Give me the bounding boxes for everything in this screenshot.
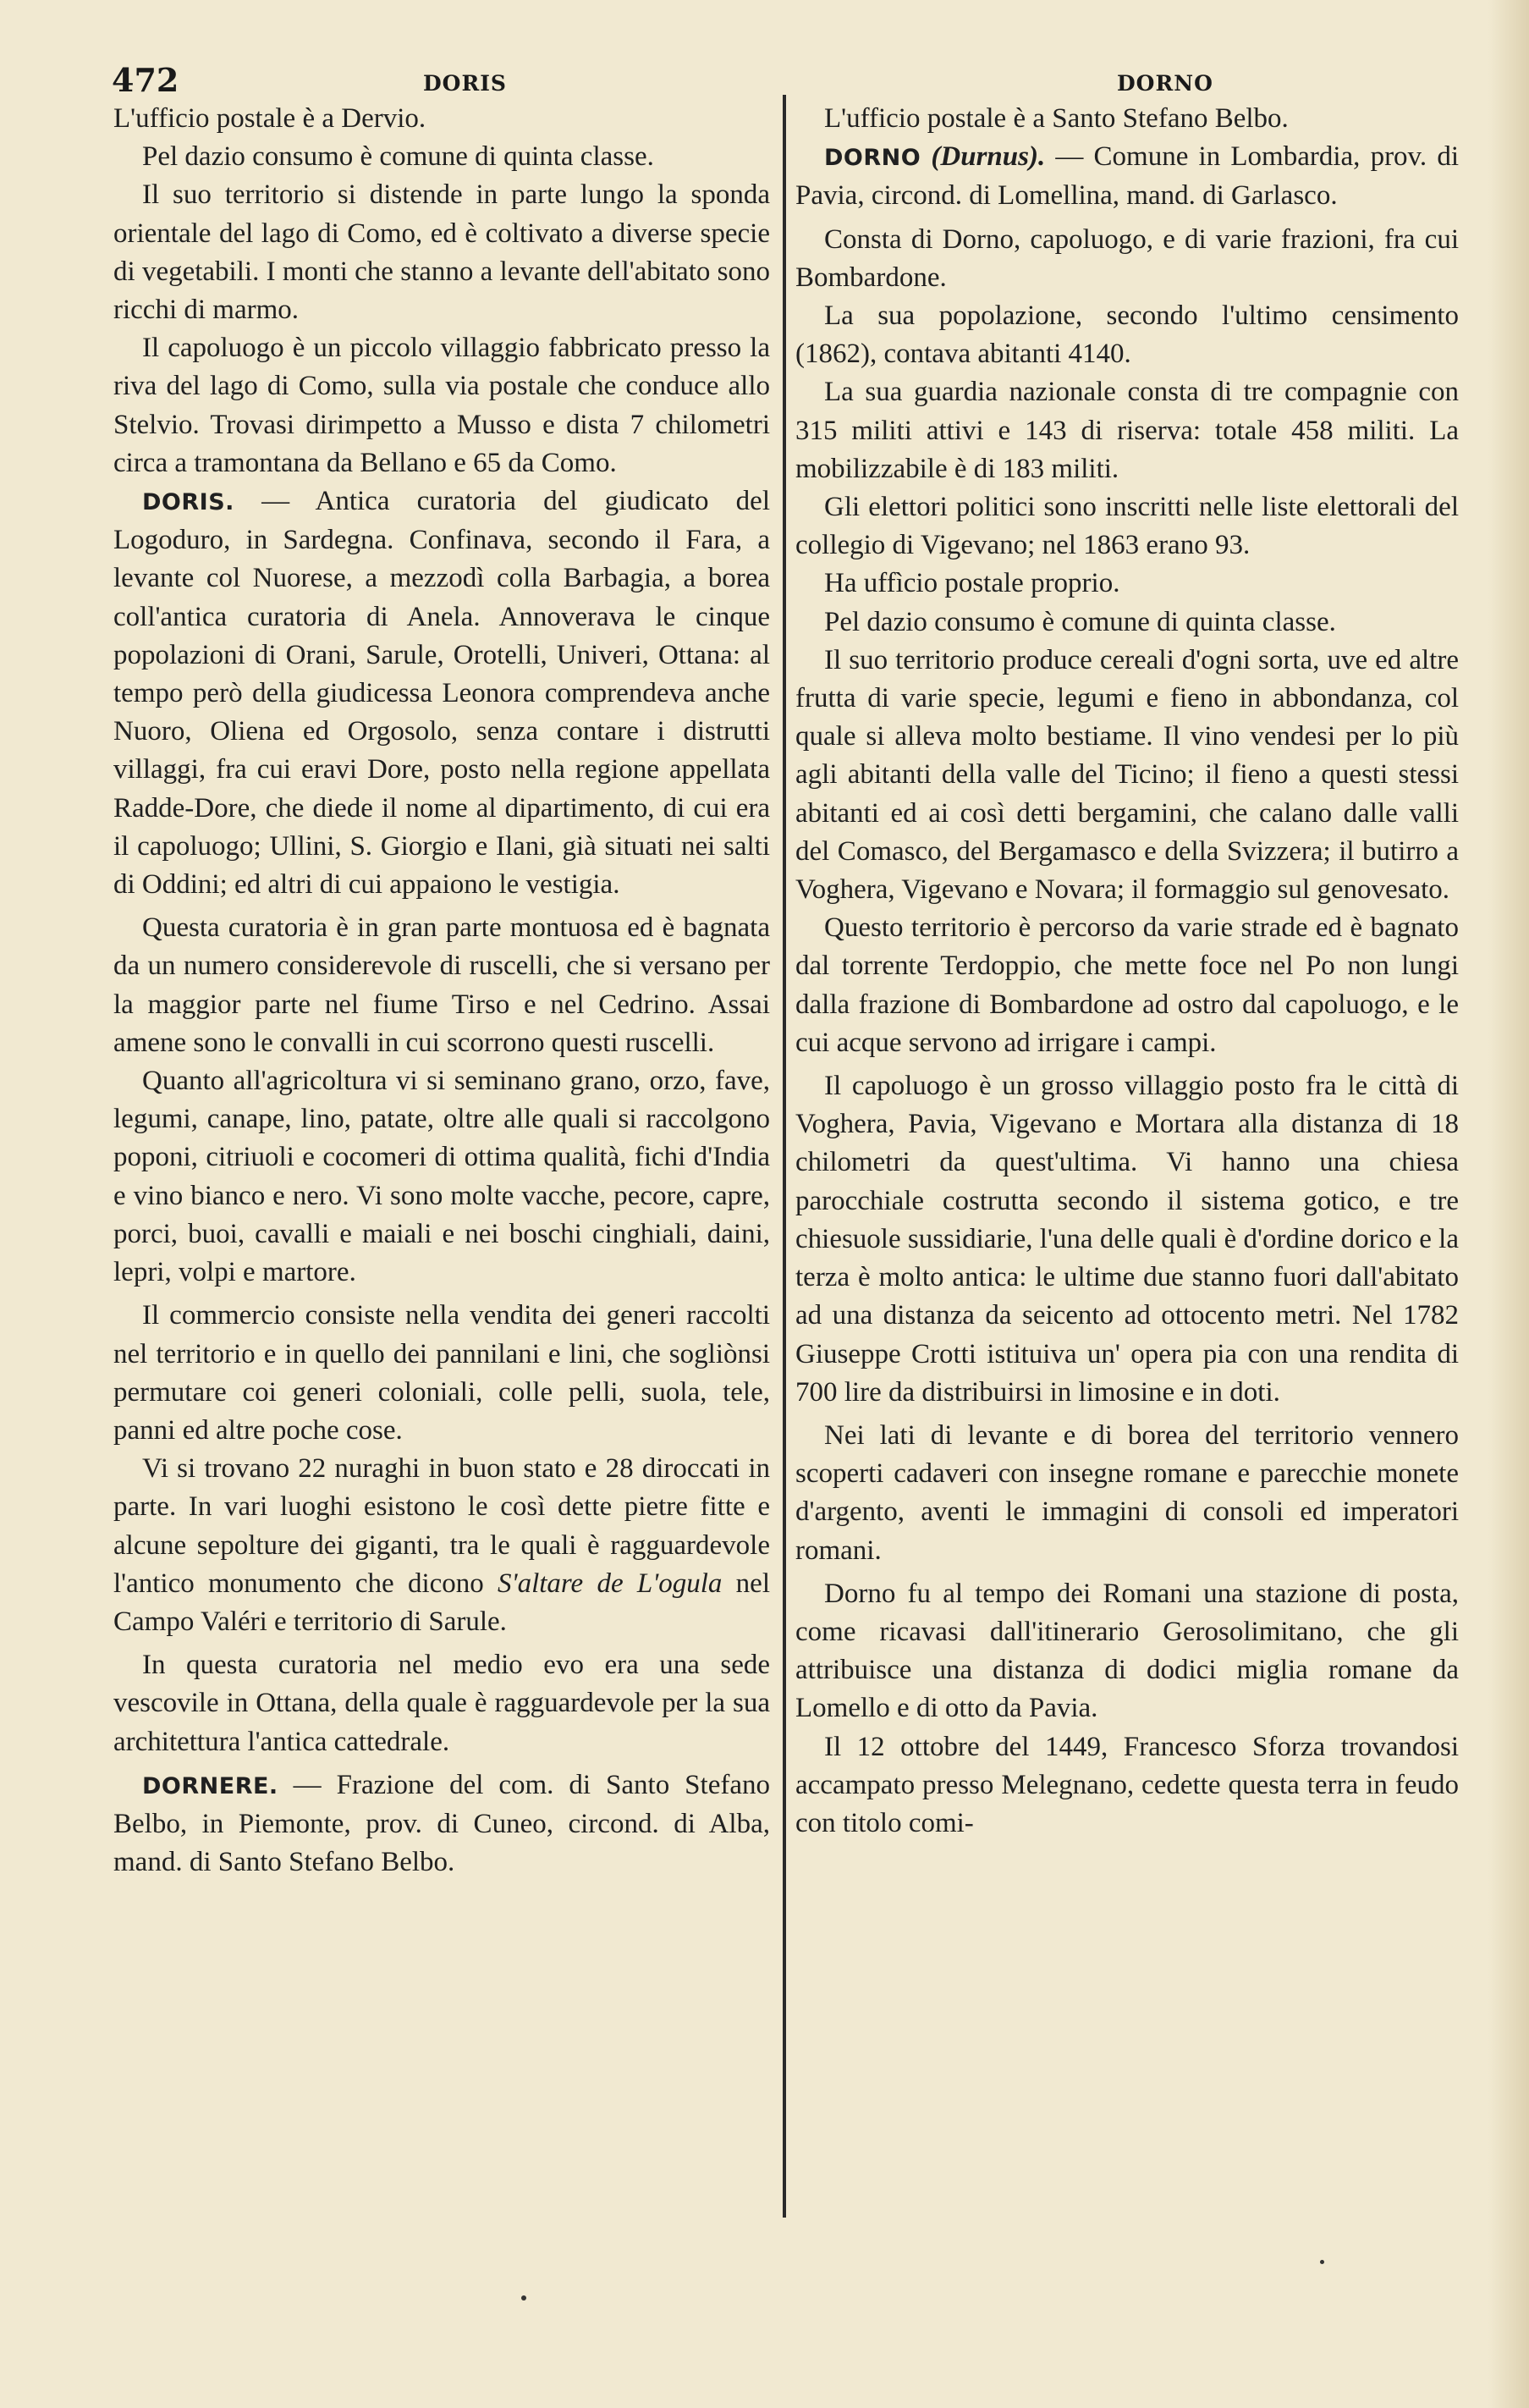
paragraph: In questa curatoria nel medio evo era una sede vescovile in Ottana, della quale è ragguardevole per la sua architettura l'antica cattedrale.	[113, 1650, 770, 1757]
latin-name: (Durnus).	[931, 141, 1046, 173]
print-speck	[1320, 2260, 1324, 2264]
paragraph: Pel dazio consumo è comune di quinta classe.	[142, 141, 654, 173]
column-divider	[783, 95, 786, 2218]
entry-doris	[113, 482, 770, 904]
paragraph: Il suo territorio si distende in parte lungo la sponda orientale del lago di Como, ed è coltivato a diverse specie di vegetabili. I monti che stanno a levante dell'abitato sono ricchi di marmo.	[113, 179, 770, 326]
entry-text: — Antica curatoria del giudicato del Logoduro, in Sardegna. Confinava, secondo il Fara, a levante col Nuorese, a mezzodì colla Barbagia, a borea coll'antica curatoria di Anela. Annoverava le cinque popolazioni di Orani, Sarule, Orotelli, Univeri, Ottana: al tempo però della giudicessa Leonora comprendeva anche Nuoro, Oliena ed Orgosolo, senza contare i distrutti villaggi, fra cui eravi Dore, posto nella regione appellata Radde-Dore, che diede il nome al dipartimento, di cui era il capoluogo; Ullini, S. Giorgio e Ilani, già situati nei salti di Oddini; ed altri di cui appaiono le vestigia.	[113, 486, 770, 901]
headword: DORNO	[824, 145, 921, 172]
paragraph: L'ufficio postale è a Dervio.	[113, 103, 426, 134]
paragraph: L'ufficio postale è a Santo Stefano Belbo.	[824, 103, 1289, 134]
page-number: 472	[112, 61, 179, 99]
running-head-left: DORIS	[423, 71, 507, 96]
left-column	[113, 100, 770, 1882]
running-head-right: DORNO	[1117, 71, 1213, 96]
paragraph: Questa curatoria è in gran parte montuosa ed è bagnata da un numero considerevole di ruscelli, che si versano per la maggior parte nel fiume Tirso e nel Cedrino. Assai amene sono le convalli in cui scorrono questi ruscelli.	[113, 912, 770, 1058]
paragraph: La sua guardia nazionale consta di tre compagnie con 315 militi attivi e 143 di riserva: totale 458 militi. La mobilizzabile è di 183 militi.	[795, 377, 1459, 484]
paragraph: Nei lati di levante e di borea del territorio vennero scoperti cadaveri con insegne romane e parecchie monete d'argento, aventi le immagini di consoli ed imperatori romani.	[795, 1419, 1459, 1566]
entry-dornere	[113, 1766, 770, 1882]
paragraph: Dorno fu al tempo dei Romani una stazione di posta, come ricavasi dall'itinerario Gerosolimitano, che gli attribuisce una distanza di dodici miglia romane da Lomello e di otto da Pavia.	[795, 1578, 1459, 1724]
right-column	[795, 100, 1459, 1843]
italic-monument-name: S'altare de L'ogula	[498, 1568, 723, 1599]
paragraph-text: nel Campo Valéri e territorio di Sarule.	[113, 1568, 770, 1637]
paragraph: Gli elettori politici sono inscritti nelle liste elettorali del collegio di Vigevano; nel 1863 erano 93.	[795, 492, 1459, 561]
paragraph-text: Vi si trovano 22 nuraghi in buon stato e 28 diroccati in parte. In vari luoghi esistono le così dette pietre fitte e alcune sepolture dei giganti, tra le quali è ragguardevole l'antico monumento che dicono	[113, 1453, 770, 1599]
entry-text: — Comune in Lombardia, prov. di Pavia, circond. di Lomellina, mand. di Garlasco.	[795, 141, 1459, 212]
paragraph: Il suo territorio produce cereali d'ogni sorta, uve ed altre frutta di varie specie, legumi e fieno in abbondanza, col quale si alleva molto bestiame. Il vino vendesi per lo più agli abitanti della valle del Ticino; il fieno a questi stessi abitanti ed ai così detti bergamini, che calano dalle valli del Comasco, del Bergamasco e della Svizzera; il butirro a Voghera, Vigevano e Novara; il formaggio sul genovesato.	[795, 644, 1459, 906]
paragraph: Consta di Dorno, capoluogo, e di varie frazioni, fra cui Bombardone.	[795, 223, 1459, 293]
paragraph: Il commercio consiste nella vendita dei generi raccolti nel territorio e in quello dei pannilani e lini, che sogliònsi permutare coi generi coloniali, colle pelli, suola, tele, panni ed altre poche cose.	[113, 1300, 770, 1446]
headword: DORNERE.	[142, 1772, 278, 1799]
entry-dorno	[795, 138, 1459, 215]
paragraph: Il 12 ottobre del 1449, Francesco Sforza trovandosi accampato presso Melegnano, cedette questa terra in feudo con titolo comi-	[795, 1731, 1459, 1838]
paragraph: Il capoluogo è un piccolo villaggio fabbricato presso la riva del lago di Como, sulla via postale che conduce allo Stelvio. Trovasi dirimpetto a Musso e dista 7 chilometri circa a tramontana da Bellano e 65 da Como.	[113, 333, 770, 478]
paragraph: Questo territorio è percorso da varie strade ed è bagnato dal torrente Terdoppio, che mette foce nel Po non lungi dalla frazione di Bombardone ad ostro dal capoluogo, e le cui acque servono ad irrigare i campi.	[795, 912, 1459, 1058]
paragraph: Pel dazio consumo è comune di quinta classe.	[824, 606, 1336, 637]
paragraph	[113, 1450, 770, 1641]
headword: DORIS.	[142, 489, 234, 516]
paragraph: Ha uffìcio postale proprio.	[824, 568, 1120, 599]
paragraph: La sua popolazione, secondo l'ultimo censimento (1862), contava abitanti 4140.	[795, 300, 1459, 370]
print-speck	[521, 2295, 526, 2301]
entry-text: — Frazione del com. di Santo Stefano Belbo, in Piemonte, prov. di Cuneo, circond. di Alba, mand. di Santo Stefano Belbo.	[113, 1769, 770, 1878]
paragraph: Il capoluogo è un grosso villaggio posto fra le città di Voghera, Pavia, Vigevano e Mortara alla distanza di 18 chilometri da quest'ultima. Vi hanno una chiesa parocchiale costrutta secondo il sistema gotico, e tre chiesuole sussidiarie, l'una delle quali è d'ordine dorico e la terza è molto antica: le ultime due stanno fuori dall'abitato ad una distanza da seicento ad ottocento metri. Nel 1782 Giuseppe Crotti istituiva un' opera pia con una rendita di 700 lire da distribuirsi in limosine e in doti.	[795, 1071, 1459, 1408]
paragraph: Quanto all'agricoltura vi si seminano grano, orzo, fave, legumi, canape, lino, patate, oltre alle quali si raccolgono poponi, citriuoli e cocomeri di ottima qualità, fichi d'India e vino bianco e nero. Vi sono molte vacche, pecore, capre, porci, buoi, cavalli e maiali e nei boschi cinghiali, daini, lepri, volpi e martore.	[113, 1066, 770, 1288]
page-edge-shadow	[1488, 0, 1529, 2408]
